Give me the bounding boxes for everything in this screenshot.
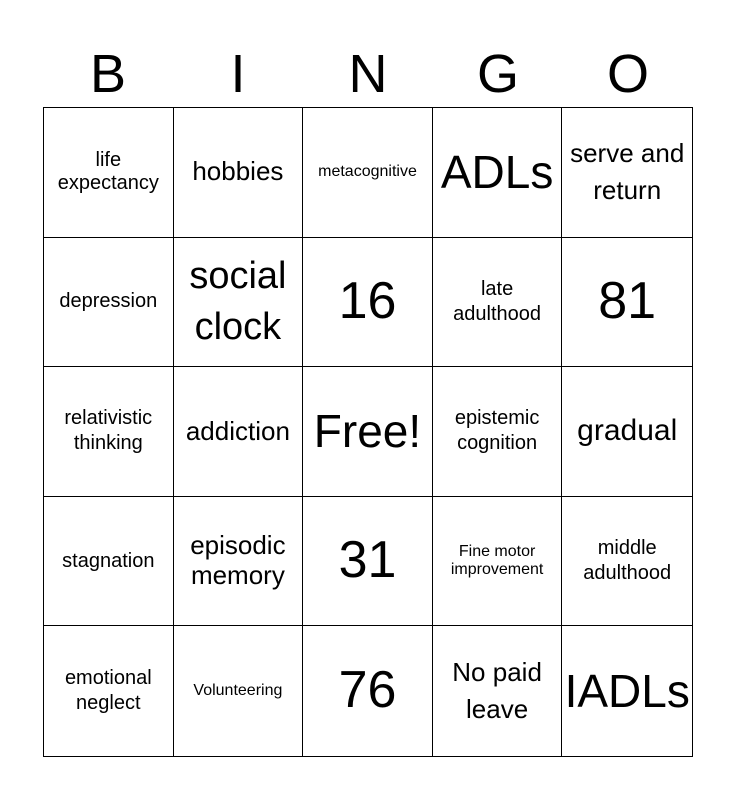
bingo-cell: life expectancy bbox=[44, 108, 174, 238]
bingo-cell: 31 bbox=[303, 497, 433, 627]
bingo-cell: IADLs bbox=[564, 664, 690, 717]
bingo-cell: addiction bbox=[174, 367, 304, 497]
bingo-header bbox=[43, 40, 693, 108]
bingo-cell: relativistic thinking bbox=[44, 367, 174, 497]
bingo-cell: Volunteering bbox=[174, 626, 304, 756]
bingo-cell-free: Free! bbox=[303, 367, 433, 497]
bingo-cell: hobbies bbox=[174, 108, 304, 238]
bingo-cell: 81 bbox=[562, 238, 692, 368]
bingo-cell: stagnation bbox=[44, 497, 174, 627]
bingo-cell: 16 bbox=[303, 238, 433, 368]
bingo-board bbox=[43, 107, 693, 757]
header-letter-o: O bbox=[606, 44, 649, 104]
bingo-cell: epistemic cognition bbox=[433, 367, 563, 497]
bingo-cell: Fine motor improvement bbox=[433, 497, 563, 627]
bingo-cell: 76 bbox=[303, 626, 433, 756]
header-letter-b: B bbox=[89, 44, 127, 104]
bingo-cell: social clock bbox=[174, 238, 304, 368]
bingo-cell: emotional neglect bbox=[44, 626, 174, 756]
bingo-cell: No paid leave bbox=[433, 626, 563, 756]
bingo-cell: metacognitive bbox=[303, 108, 433, 238]
header-letter-g: G bbox=[476, 44, 519, 104]
bingo-cell: middle adulthood bbox=[562, 497, 692, 627]
header-letter-i: I bbox=[230, 44, 246, 104]
bingo-cell: gradual bbox=[562, 367, 692, 497]
header-letter-n: N bbox=[348, 44, 388, 104]
bingo-cell: serve and return bbox=[562, 108, 692, 238]
bingo-cell: depression bbox=[44, 238, 174, 368]
bingo-cell: episodic memory bbox=[174, 497, 304, 627]
bingo-cell: ADLs bbox=[433, 108, 563, 238]
bingo-cell: late adulthood bbox=[433, 238, 563, 368]
